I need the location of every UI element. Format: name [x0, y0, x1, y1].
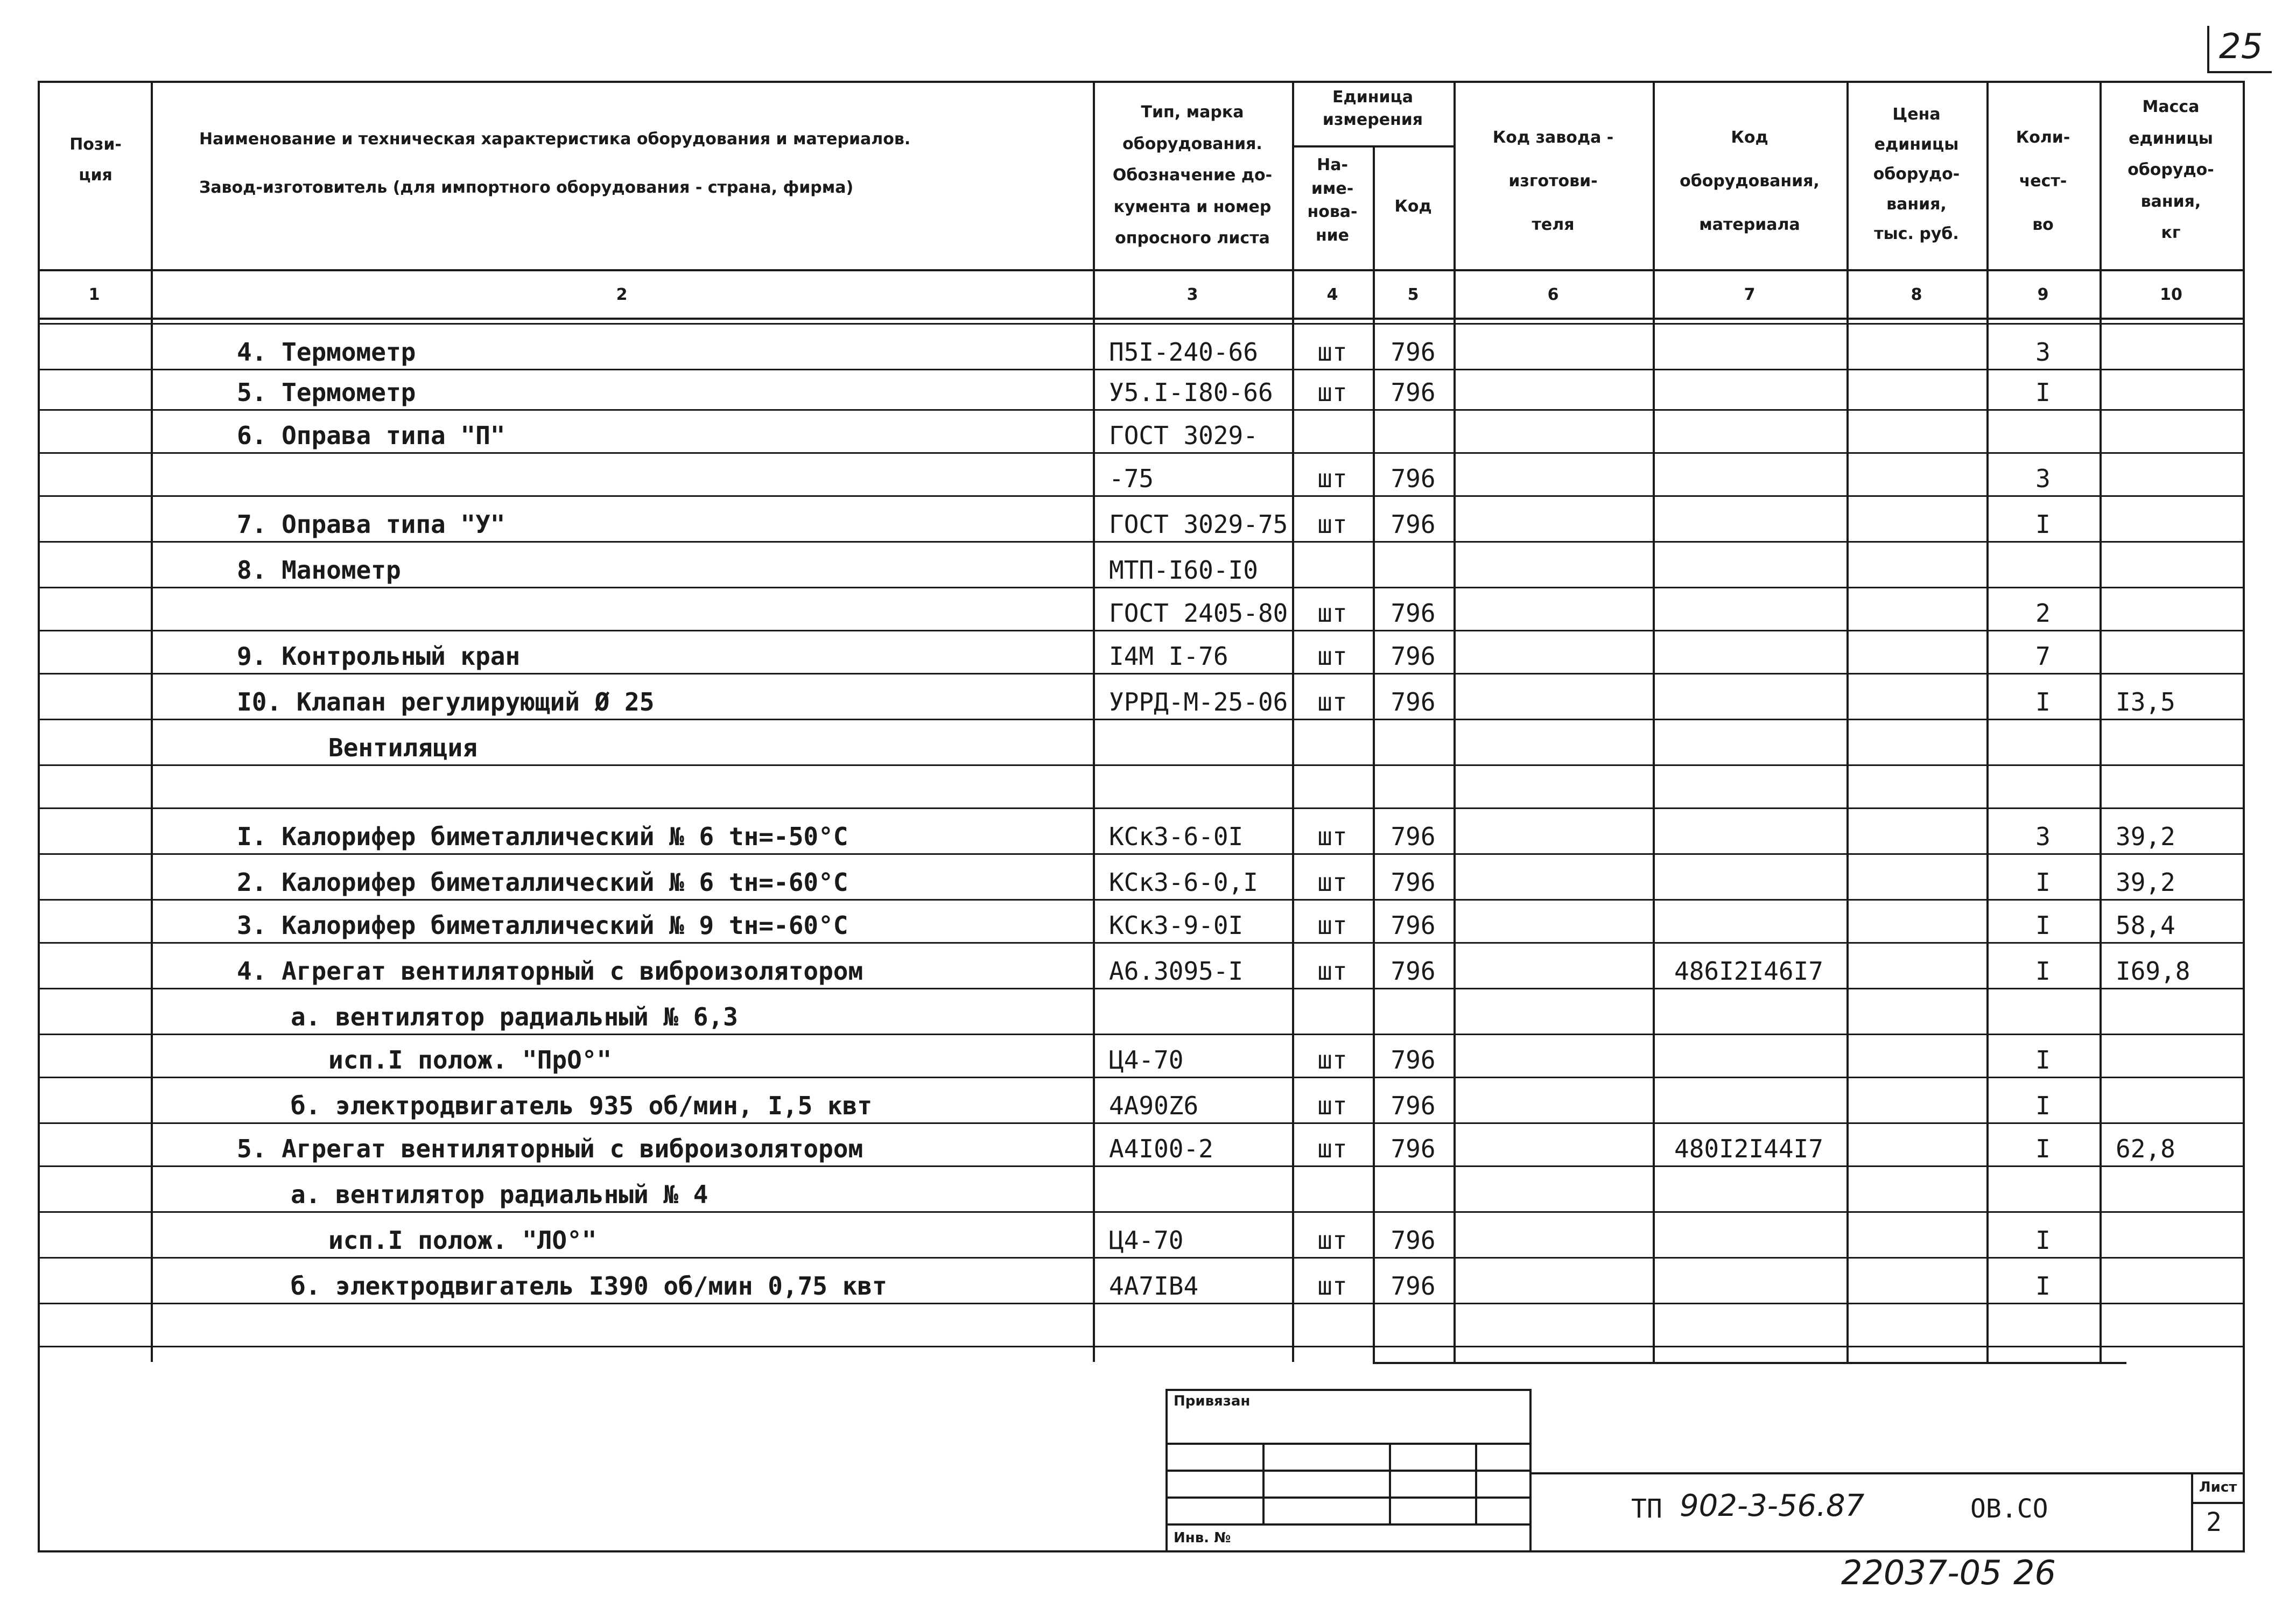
header-unit-group: Единица измерения: [1322, 88, 1423, 129]
row-unit-code: 796: [1391, 599, 1436, 628]
row-type: Ц4-70: [1109, 1226, 1184, 1255]
row-equipment-code: 480I2I44I7: [1674, 1134, 1823, 1163]
row-unit: шт: [1317, 510, 1347, 539]
row-unit-code: 796: [1391, 822, 1436, 851]
row-type: А6.3095-I: [1109, 957, 1244, 986]
row-mass: I69,8: [2116, 957, 2190, 986]
row-name: 5. Термометр: [237, 378, 416, 407]
colnum-7: 7: [1744, 285, 1756, 304]
row-type: ГОСТ 3029-75: [1109, 510, 1288, 539]
row-name: 4. Агрегат вентиляторный с виброизолятором: [237, 957, 863, 986]
colnum-5: 5: [1407, 285, 1419, 304]
row-mass: I3,5: [2116, 687, 2175, 716]
header-col6: Код завода - изготови- теля: [1492, 128, 1614, 234]
stamp-section: ОВ.СО: [1970, 1494, 2048, 1524]
row-quantity: 7: [2035, 642, 2051, 671]
row-unit: шт: [1317, 687, 1347, 716]
header-col5: Код: [1394, 197, 1432, 216]
row-quantity: 3: [2035, 338, 2051, 367]
row-unit: шт: [1317, 957, 1347, 986]
row-name: 6. Оправа типа "П": [237, 421, 505, 450]
row-name: 3. Калорифер биметаллический № 9 tн=-60°С: [237, 911, 848, 940]
row-mass: 39,2: [2116, 868, 2175, 897]
colnum-8: 8: [1911, 285, 1922, 304]
row-type: ГОСТ 3029-: [1109, 421, 1258, 450]
row-quantity: I: [2035, 1091, 2051, 1120]
header-col9: Коли- чест- во: [2016, 128, 2070, 234]
row-name: Вентиляция: [328, 733, 478, 762]
row-type: КСк3-6-0,I: [1109, 868, 1258, 897]
header-col10: Масса единицы оборудо- вания, кг: [2128, 97, 2214, 242]
row-mass: 58,4: [2116, 911, 2175, 940]
row-name: 7. Оправа типа "У": [237, 510, 505, 539]
row-name: I. Калорифер биметаллический № 6 tн=-50°С: [237, 822, 848, 851]
stamp-doc-code: ТП: [1631, 1494, 1662, 1524]
row-mass: 39,2: [2116, 822, 2175, 851]
colnum-9: 9: [2037, 285, 2049, 304]
colnum-6: 6: [1547, 285, 1559, 304]
row-type: ГОСТ 2405-80: [1109, 599, 1288, 628]
row-type: -75: [1109, 464, 1154, 493]
row-name: а. вентилятор радиальный № 4: [291, 1180, 708, 1209]
row-quantity: I: [2035, 1045, 2051, 1074]
row-name: б. электродвигатель I390 об/мин 0,75 квт: [291, 1271, 887, 1301]
row-name: I0. Клапан регулирующий Ø 25: [237, 687, 655, 716]
row-unit-code: 796: [1391, 1226, 1436, 1255]
row-type: П5I-240-66: [1109, 338, 1258, 367]
header-col2-line1: Наименование и техническая характеристика оборудования и материалов.: [199, 130, 911, 149]
row-unit: шт: [1317, 868, 1347, 897]
row-unit: шт: [1317, 378, 1347, 407]
row-unit-code: 796: [1391, 1134, 1436, 1163]
colnum-3: 3: [1186, 285, 1198, 304]
row-type: Ц4-70: [1109, 1045, 1184, 1074]
row-unit-code: 796: [1391, 1045, 1436, 1074]
row-name: 4. Термометр: [237, 338, 416, 367]
colnum-2: 2: [616, 285, 628, 304]
header-col1: Пози- ция: [69, 135, 122, 185]
row-unit-code: 796: [1391, 1271, 1436, 1301]
row-unit-code: 796: [1391, 378, 1436, 407]
row-unit: шт: [1317, 642, 1347, 671]
row-unit-code: 796: [1391, 464, 1436, 493]
row-unit: шт: [1317, 1271, 1347, 1301]
row-unit: шт: [1317, 599, 1347, 628]
colnum-10: 10: [2160, 285, 2182, 304]
row-quantity: 3: [2035, 464, 2051, 493]
header-col3: Тип, марка оборудования. Обозначение до- кумента и номер опросного листа: [1112, 103, 1273, 248]
row-type: КСк3-6-0I: [1109, 822, 1244, 851]
header-col4: На- име- нова- ние: [1307, 156, 1358, 245]
row-unit: шт: [1317, 338, 1347, 367]
header-col8: Цена единицы оборудо- вания, тыс. руб.: [1873, 105, 1960, 243]
row-quantity: 3: [2035, 822, 2051, 851]
row-unit-code: 796: [1391, 868, 1436, 897]
row-name: 8. Манометр: [237, 556, 401, 585]
row-unit-code: 796: [1391, 338, 1436, 367]
header-col7: Код оборудования, материала: [1680, 128, 1820, 234]
row-name: а. вентилятор радиальный № 6,3: [291, 1002, 738, 1031]
row-name: 5. Агрегат вентиляторный с виброизолятором: [237, 1134, 863, 1163]
row-name: 9. Контрольный кран: [237, 642, 521, 671]
row-quantity: I: [2035, 1271, 2051, 1301]
row-type: МТП-I60-I0: [1109, 556, 1258, 585]
row-unit-code: 796: [1391, 510, 1436, 539]
row-quantity: I: [2035, 510, 2051, 539]
row-equipment-code: 486I2I46I7: [1674, 957, 1823, 986]
row-unit-code: 796: [1391, 957, 1436, 986]
row-unit: шт: [1317, 1226, 1347, 1255]
footer-code: 22037-05: [1841, 1553, 2002, 1592]
row-type: 4А90Z6: [1109, 1091, 1199, 1120]
header-col2-line2: Завод-изготовитель (для импортного оборудования - страна, фирма): [199, 178, 854, 197]
colnum-4: 4: [1326, 285, 1338, 304]
row-quantity: I: [2035, 687, 2051, 716]
row-quantity: I: [2035, 1134, 2051, 1163]
row-quantity: I: [2035, 868, 2051, 897]
stamp-sheet-label: Лист: [2199, 1479, 2237, 1495]
row-unit-code: 796: [1391, 642, 1436, 671]
row-type: КСк3-9-0I: [1109, 911, 1244, 940]
row-quantity: I: [2035, 911, 2051, 940]
row-quantity: 2: [2035, 599, 2051, 628]
row-quantity: I: [2035, 1226, 2051, 1255]
row-unit: шт: [1317, 911, 1347, 940]
row-unit: шт: [1317, 1045, 1347, 1074]
row-name: 2. Калорифер биметаллический № 6 tн=-60°С: [237, 868, 848, 897]
stamp-sheet-number: 2: [2206, 1507, 2222, 1537]
row-unit-code: 796: [1391, 687, 1436, 716]
row-type: I4М I-76: [1109, 642, 1228, 671]
row-type: УРРД-М-25-06: [1109, 687, 1288, 716]
row-unit: шт: [1317, 464, 1347, 493]
row-name: б. электродвигатель 935 об/мин, I,5 квт: [291, 1091, 873, 1120]
footer-page: 26: [2013, 1553, 2056, 1592]
row-type: У5.I-I80-66: [1109, 378, 1273, 407]
row-unit-code: 796: [1391, 911, 1436, 940]
row-unit-code: 796: [1391, 1091, 1436, 1120]
row-unit: шт: [1317, 822, 1347, 851]
row-unit: шт: [1317, 1091, 1347, 1120]
row-type: А4I00-2: [1109, 1134, 1213, 1163]
sheet-corner-number: 25: [2219, 27, 2263, 67]
row-unit: шт: [1317, 1134, 1347, 1163]
row-type: 4А7IВ4: [1109, 1271, 1199, 1301]
row-name: исп.I полож. "ЛО°": [328, 1226, 597, 1255]
row-quantity: I: [2035, 957, 2051, 986]
row-name: исп.I полож. "ПрО°": [328, 1045, 612, 1074]
stamp-doc-number: 902-3-56.87: [1680, 1488, 1865, 1523]
colnum-1: 1: [88, 285, 100, 304]
stamp-inv-label: Инв. №: [1174, 1530, 1231, 1546]
row-quantity: I: [2035, 378, 2051, 407]
stamp-bound-label: Привязан: [1174, 1393, 1251, 1409]
row-mass: 62,8: [2116, 1134, 2175, 1163]
